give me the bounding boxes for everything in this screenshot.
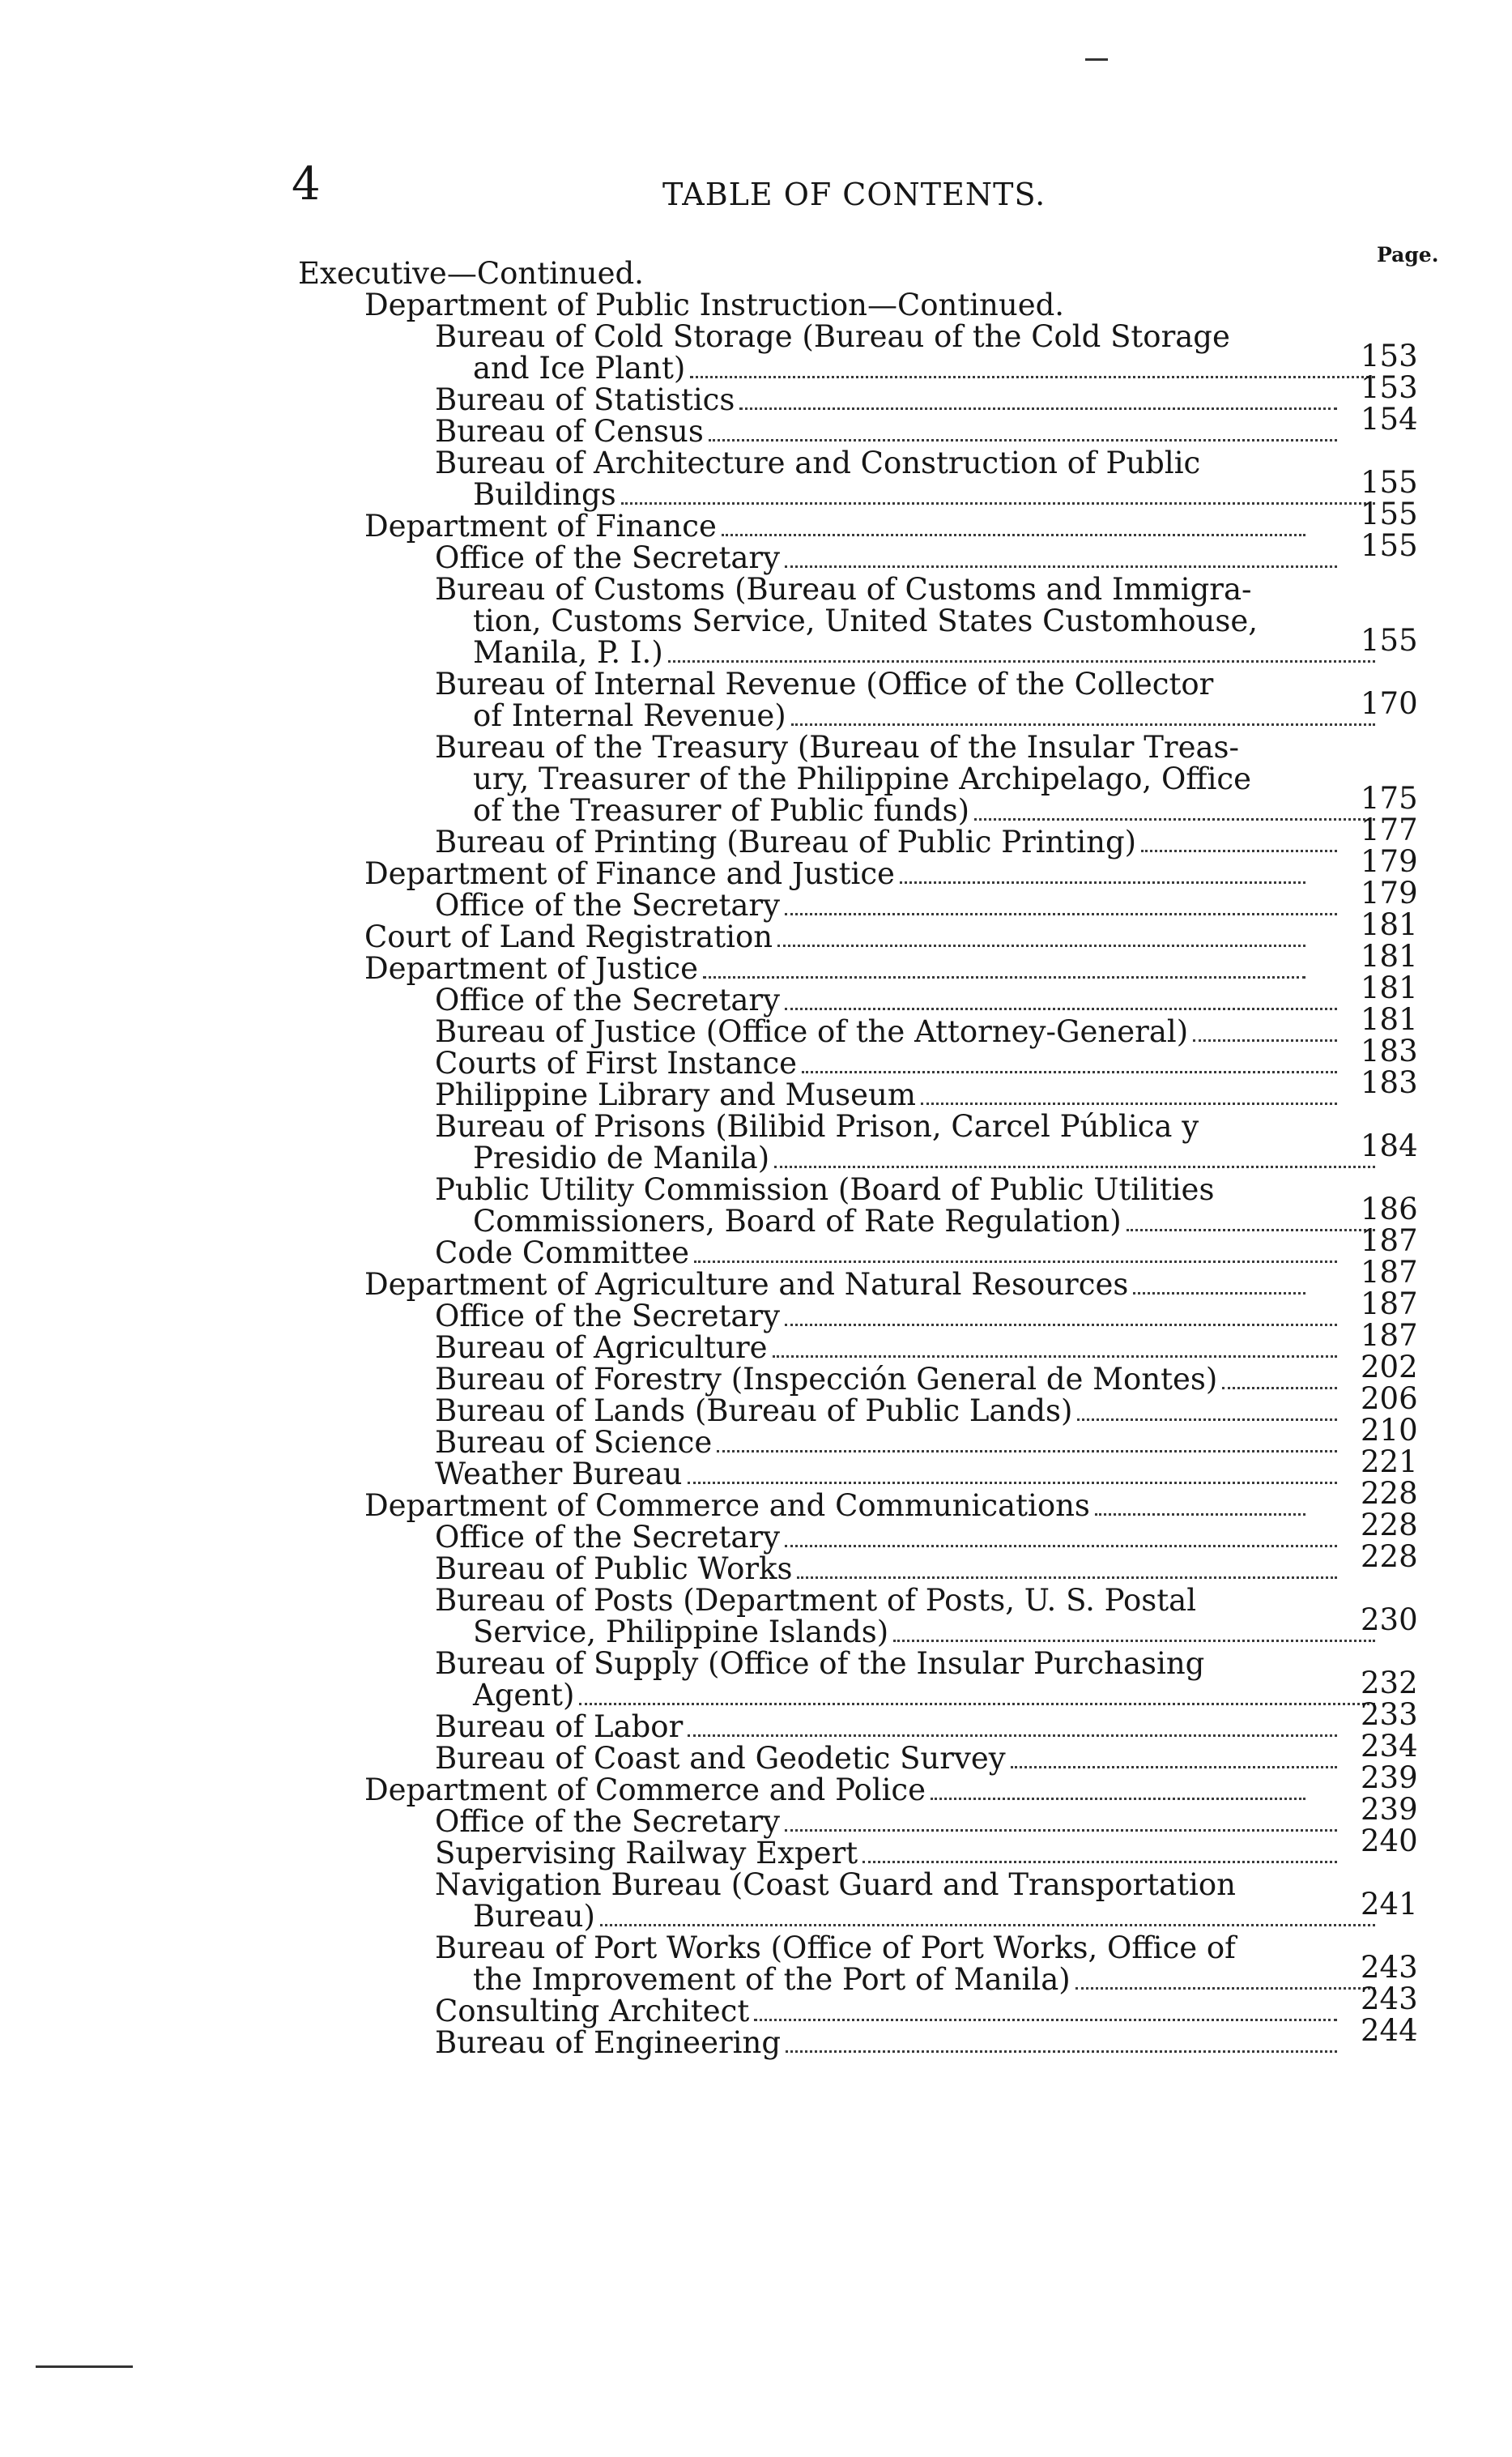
dot-leader xyxy=(1141,850,1337,852)
toc-entry xyxy=(435,984,1342,1017)
toc-entry-text: Bureau of Lands (Bureau of Public Lands) xyxy=(435,1393,1073,1428)
toc-entry-text: Bureau of Justice (Office of the Attorney-General) xyxy=(435,1014,1189,1049)
toc-entry-text: Office of the Secretary xyxy=(435,888,780,923)
dot-leader xyxy=(690,376,1375,378)
toc-page-number: 155 xyxy=(1361,528,1418,563)
dot-leader xyxy=(974,818,1375,821)
page-column-label: Page. xyxy=(1377,243,1439,267)
toc-entry xyxy=(364,510,1310,544)
page-number: 4 xyxy=(292,158,321,211)
toc-entry-text: Service, Philippine Islands) xyxy=(473,1615,889,1649)
toc-entry xyxy=(473,795,1380,828)
dot-leader xyxy=(1075,1987,1375,1990)
toc-entry xyxy=(473,1616,1380,1649)
toc-entry-text: Bureau of Printing (Bureau of Public Printing) xyxy=(435,825,1137,860)
toc-page-number: 239 xyxy=(1361,1760,1418,1795)
toc-entry xyxy=(435,1016,1342,1049)
dot-leader xyxy=(785,913,1337,915)
page-title: TABLE OF CONTENTS. xyxy=(662,177,1046,212)
toc-entry-text: Bureau of Public Works xyxy=(435,1551,793,1586)
dot-leader xyxy=(579,1703,1375,1705)
toc-entry-text: Bureau of the Treasury (Bureau of the Insular Treas- xyxy=(435,730,1240,765)
toc-entry xyxy=(364,953,1310,986)
dot-leader xyxy=(785,1324,1337,1326)
toc-entry xyxy=(435,542,1342,575)
toc-entry-text: Bureau of Customs (Bureau of Customs and Immigra- xyxy=(435,572,1252,607)
dot-leader xyxy=(785,1008,1337,1010)
toc-entry-text: Presidio de Manila) xyxy=(473,1141,770,1175)
toc-entry-text: Office of the Secretary xyxy=(435,540,780,575)
toc-entry-text: Bureau of Internal Revenue (Office of the Collector xyxy=(435,667,1214,702)
toc-entry-text: Department of Justice xyxy=(364,951,699,986)
toc-entry-text: Bureau of Forestry (Inspección General de Montes) xyxy=(435,1362,1218,1397)
toc-entry xyxy=(473,700,1380,733)
toc-page-number: 170 xyxy=(1361,686,1418,721)
dot-leader xyxy=(703,976,1305,979)
toc-page-number: 230 xyxy=(1361,1602,1418,1637)
toc-entry xyxy=(435,1300,1342,1333)
toc-entry xyxy=(435,1743,1342,1776)
toc-page-number: 206 xyxy=(1361,1381,1418,1416)
dot-leader xyxy=(1193,1039,1337,1042)
dot-leader xyxy=(931,1798,1305,1800)
dot-leader xyxy=(791,723,1375,726)
toc-entry xyxy=(435,1995,1342,2028)
toc-entry xyxy=(435,1837,1342,1870)
dot-leader xyxy=(785,565,1337,568)
dot-leader xyxy=(739,407,1337,410)
dot-leader xyxy=(717,1450,1337,1452)
toc-entry xyxy=(473,1142,1380,1175)
dot-leader xyxy=(785,1545,1337,1547)
scan-mark xyxy=(36,2365,133,2368)
toc-entry xyxy=(364,858,1310,891)
dot-leader xyxy=(1095,1513,1305,1516)
toc-entry xyxy=(435,1047,1342,1081)
toc-entry xyxy=(473,1964,1380,1997)
toc-entry-text: Manila, P. I.) xyxy=(473,635,663,670)
toc-entry xyxy=(435,384,1342,417)
toc-entry-text: Code Committee xyxy=(435,1235,690,1270)
dot-leader xyxy=(722,534,1305,536)
toc-entry-text: Bureau of Port Works (Office of Port Works, Office of xyxy=(435,1930,1236,1965)
dot-leader xyxy=(621,502,1375,505)
toc-entry xyxy=(364,921,1310,954)
toc-page-number: 183 xyxy=(1361,1065,1418,1100)
toc-page-number: 179 xyxy=(1361,876,1418,911)
dot-leader xyxy=(1222,1387,1337,1389)
toc-page-number: 186 xyxy=(1361,1192,1418,1226)
toc-entry-text: Department of Agriculture and Natural Resources xyxy=(364,1267,1129,1302)
toc-entry-text: Bureau of Labor xyxy=(435,1709,684,1744)
toc-entry xyxy=(435,1806,1342,1839)
toc-entry-text: Department of Commerce and Police xyxy=(364,1772,926,1807)
dot-leader xyxy=(893,1640,1375,1642)
toc-page-number: 179 xyxy=(1361,844,1418,879)
toc-entry-text: Bureau of Posts (Department of Posts, U. S. Postal xyxy=(435,1583,1197,1618)
dot-leader xyxy=(797,1576,1337,1579)
toc-entry-text: Bureau of Agriculture xyxy=(435,1330,768,1365)
toc-page-number: 187 xyxy=(1361,1223,1418,1258)
toc-entry-text: Bureau of Supply (Office of the Insular Purchasing xyxy=(435,1646,1205,1681)
toc-page-number: 153 xyxy=(1361,339,1418,373)
toc-entry xyxy=(435,889,1342,923)
toc-page-number: 177 xyxy=(1361,813,1418,847)
toc-page-number: 228 xyxy=(1361,1508,1418,1542)
toc-page-number: 241 xyxy=(1361,1887,1418,1922)
toc-page-number: 244 xyxy=(1361,2013,1418,2048)
dot-leader xyxy=(900,881,1305,884)
toc-entry xyxy=(473,1205,1380,1239)
toc-entry xyxy=(435,1079,1342,1112)
toc-entry-text: of the Treasurer of Public funds) xyxy=(473,793,970,828)
toc-entry-text: Department of Commerce and Communications xyxy=(364,1488,1090,1523)
toc-entry-text: tion, Customs Service, United States Customhouse, xyxy=(473,604,1259,638)
toc-entry xyxy=(435,1458,1342,1491)
toc-page-number: 187 xyxy=(1361,1286,1418,1321)
toc-page-number: 175 xyxy=(1361,781,1418,816)
dot-leader xyxy=(600,1924,1375,1926)
toc-entry xyxy=(435,1553,1342,1586)
toc-page-number: 239 xyxy=(1361,1792,1418,1827)
toc-page-number: 243 xyxy=(1361,1981,1418,2016)
toc-entry xyxy=(435,1363,1342,1397)
toc-entry-text: Courts of First Instance xyxy=(435,1046,798,1081)
toc-page-number: 155 xyxy=(1361,465,1418,500)
toc-entry xyxy=(435,1521,1342,1555)
toc-entry-text: Bureau of Engineering xyxy=(435,2025,781,2060)
toc-page-number: 181 xyxy=(1361,907,1418,942)
toc-heading: Department of Public Instruction—Continued. xyxy=(364,288,1065,322)
dot-leader xyxy=(754,2019,1337,2021)
toc-entry xyxy=(435,2027,1342,2060)
toc-entry-text: Department of Finance xyxy=(364,509,717,544)
toc-page-number: 240 xyxy=(1361,1824,1418,1858)
toc-page-number: 184 xyxy=(1361,1128,1418,1163)
dot-leader xyxy=(777,945,1305,947)
toc-page-number: 183 xyxy=(1361,1034,1418,1069)
toc-page-number: 232 xyxy=(1361,1666,1418,1700)
toc-page-number: 233 xyxy=(1361,1697,1418,1732)
toc-entry xyxy=(435,1332,1342,1365)
toc-entry xyxy=(435,1711,1342,1744)
toc-entry xyxy=(435,1237,1342,1270)
toc-entry-text: and Ice Plant) xyxy=(473,351,686,386)
dot-leader xyxy=(688,1482,1337,1484)
toc-entry-text: Philippine Library and Museum xyxy=(435,1077,916,1112)
toc-entry-text: Supervising Railway Expert xyxy=(435,1836,858,1870)
toc-entry xyxy=(435,416,1342,449)
toc-page-number: 202 xyxy=(1361,1350,1418,1384)
toc-page-number: 153 xyxy=(1361,370,1418,405)
toc-entry xyxy=(473,637,1380,670)
toc-entry xyxy=(473,352,1380,386)
toc-entry xyxy=(364,1269,1310,1302)
toc-page-number: 210 xyxy=(1361,1413,1418,1448)
toc-entry-text: Bureau of Cold Storage (Bureau of the Cold Storage xyxy=(435,319,1230,354)
toc-entry xyxy=(435,826,1342,860)
toc-entry-text: Weather Bureau xyxy=(435,1457,683,1491)
dot-leader xyxy=(1133,1292,1305,1295)
toc-entry-text: Navigation Bureau (Coast Guard and Transportation xyxy=(435,1867,1236,1902)
dot-leader xyxy=(694,1260,1337,1263)
dot-leader xyxy=(786,2050,1337,2053)
toc-entry-text: Bureau of Census xyxy=(435,414,704,449)
toc-page-number: 234 xyxy=(1361,1729,1418,1764)
toc-entry-text: Office of the Secretary xyxy=(435,1299,780,1333)
toc-entry xyxy=(435,1427,1342,1460)
toc-page-number: 228 xyxy=(1361,1539,1418,1574)
toc-entry xyxy=(473,479,1380,512)
dot-leader xyxy=(802,1071,1337,1073)
dot-leader xyxy=(688,1734,1337,1737)
toc-entry-text: Office of the Secretary xyxy=(435,1520,780,1555)
toc-entry-text: Bureau of Prisons (Bilibid Prison, Carcel Pública y xyxy=(435,1109,1199,1144)
toc-entry-text: Consulting Architect xyxy=(435,1994,750,2028)
toc-entry-text: Bureau) xyxy=(473,1899,595,1934)
toc-page-number: 154 xyxy=(1361,402,1418,437)
toc-page-number: 243 xyxy=(1361,1950,1418,1985)
toc-entry xyxy=(364,1774,1310,1807)
toc-entry-text: ury, Treasurer of the Philippine Archipelago, Office xyxy=(473,761,1252,796)
dot-leader xyxy=(921,1103,1337,1105)
dot-leader xyxy=(668,660,1375,663)
dot-leader xyxy=(1077,1418,1337,1421)
dot-leader xyxy=(709,439,1337,441)
dot-leader xyxy=(773,1355,1337,1358)
toc-entry-text: Department of Finance and Justice xyxy=(364,856,895,891)
toc-entry xyxy=(473,1900,1380,1934)
dot-leader xyxy=(785,1829,1337,1832)
toc-entry-text: the Improvement of the Port of Manila) xyxy=(473,1962,1071,1997)
toc-page-number: 181 xyxy=(1361,970,1418,1005)
toc-entry-text: Bureau of Statistics xyxy=(435,382,735,417)
dot-leader xyxy=(1127,1229,1375,1231)
toc-heading: Executive—Continued. xyxy=(298,256,644,291)
toc-page-number: 155 xyxy=(1361,623,1418,658)
toc-entry-text: of Internal Revenue) xyxy=(473,698,786,733)
scan-mark xyxy=(1085,58,1108,61)
toc-entry-text: Office of the Secretary xyxy=(435,1804,780,1839)
toc-page-number: 187 xyxy=(1361,1318,1418,1353)
toc-entry-text: Bureau of Architecture and Construction of Public xyxy=(435,446,1201,480)
toc-entry xyxy=(473,1679,1380,1713)
toc-entry-text: Commissioners, Board of Rate Regulation) xyxy=(473,1204,1122,1239)
dot-leader xyxy=(774,1166,1375,1168)
toc-entry-text: Bureau of Science xyxy=(435,1425,713,1460)
toc-entry-text: Agent) xyxy=(473,1678,575,1713)
toc-page-number: 155 xyxy=(1361,497,1418,531)
toc-entry xyxy=(435,1395,1342,1428)
toc-entry-text: Court of Land Registration xyxy=(364,919,773,954)
dot-leader xyxy=(1011,1766,1337,1768)
toc-entry-text: Public Utility Commission (Board of Public Utilities xyxy=(435,1172,1215,1207)
toc-entry-text: Buildings xyxy=(473,477,616,512)
dot-leader xyxy=(862,1861,1337,1863)
toc-entry-text: Bureau of Coast and Geodetic Survey xyxy=(435,1741,1006,1776)
toc-page-number: 187 xyxy=(1361,1255,1418,1290)
toc-page-number: 181 xyxy=(1361,1002,1418,1037)
toc-page-number: 181 xyxy=(1361,939,1418,974)
toc-page-number: 228 xyxy=(1361,1476,1418,1511)
toc-entry-text: Office of the Secretary xyxy=(435,983,780,1017)
toc-entry xyxy=(364,1490,1310,1523)
toc-page-number: 221 xyxy=(1361,1444,1418,1479)
